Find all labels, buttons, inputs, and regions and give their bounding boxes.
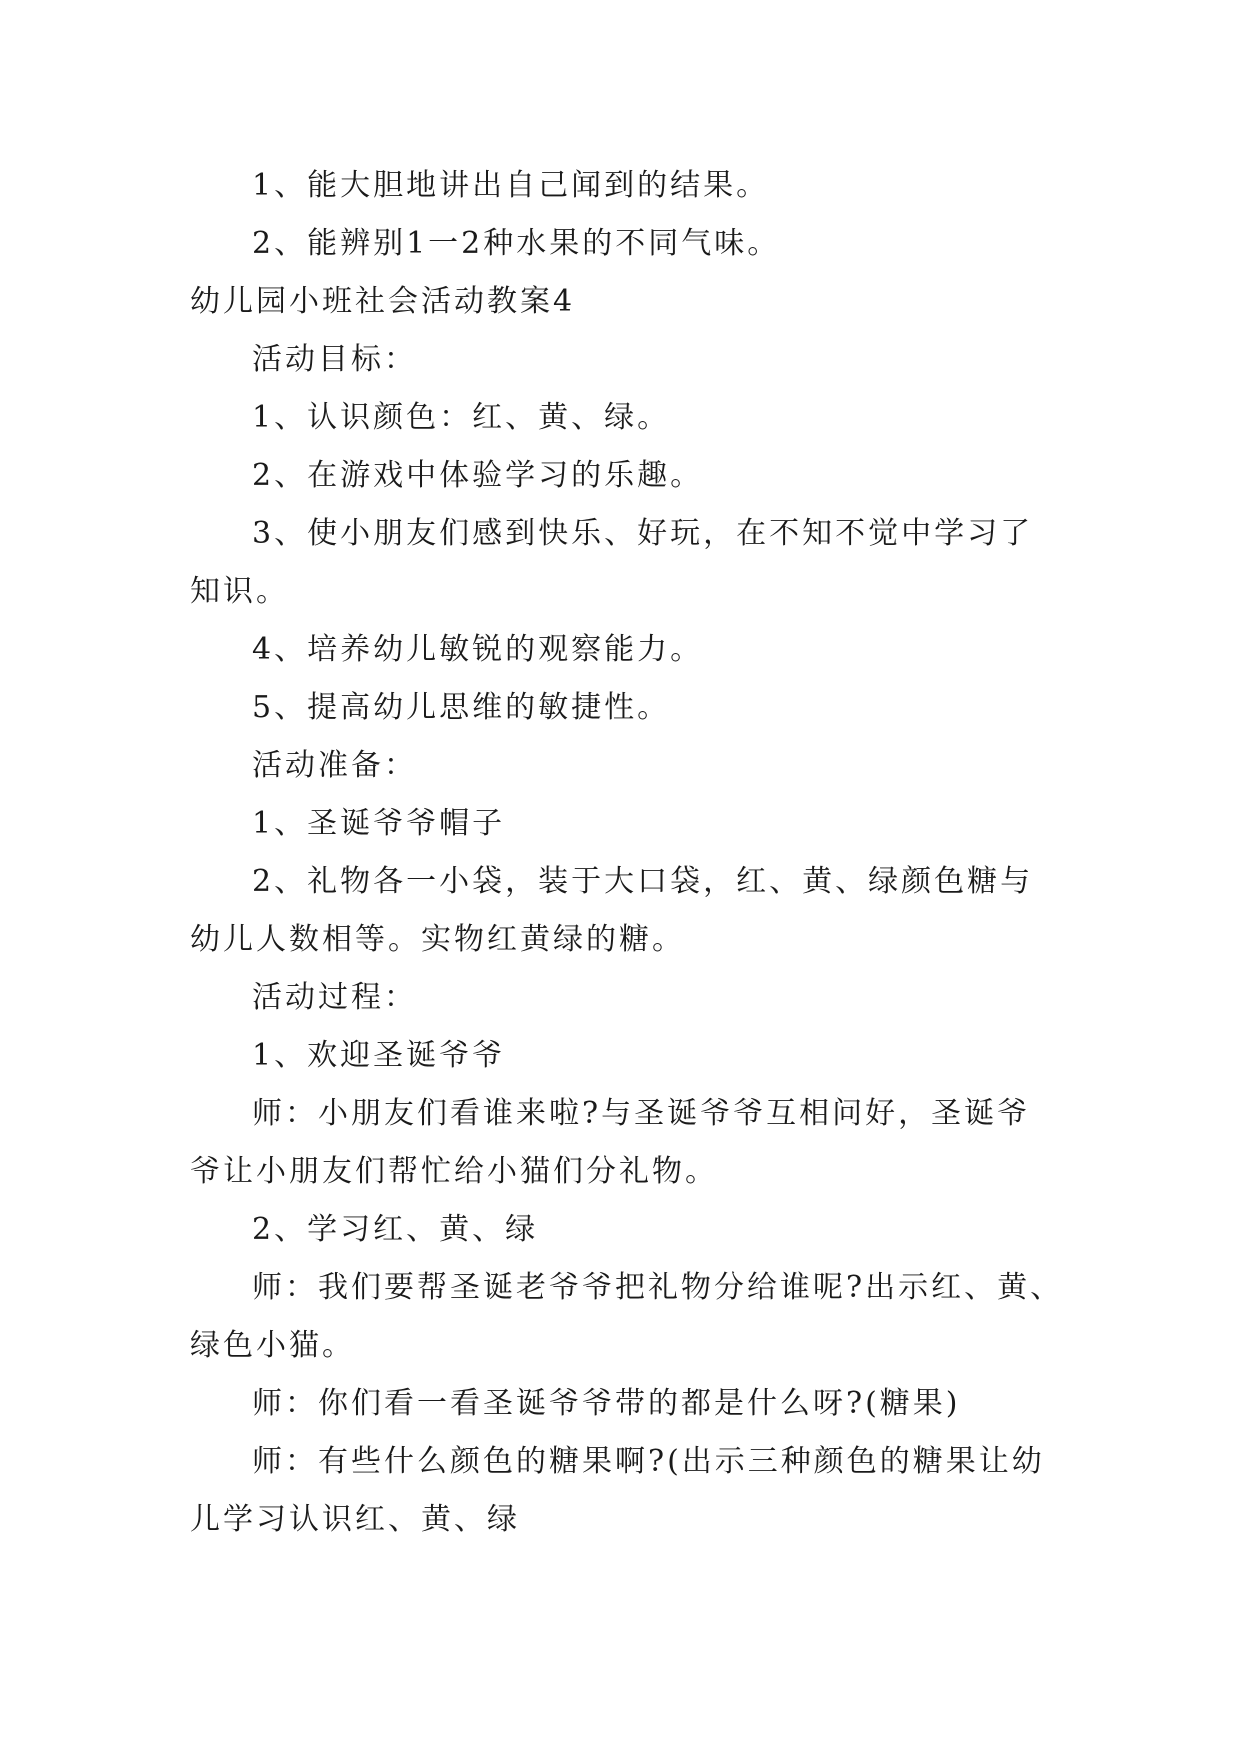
list-item-smell-result: 1、能大胆地讲出自己闻到的结果。: [252, 168, 770, 203]
list-item-goal-1: 1、认识颜色：红、黄、绿。: [252, 400, 671, 435]
list-item-prep-2-continued: 幼儿人数相等。实物红黄绿的糖。: [190, 922, 685, 957]
paragraph-teacher-2-continued: 绿色小猫。: [190, 1328, 355, 1363]
subheading-goals: 活动目标：: [252, 342, 417, 377]
list-item-goal-5: 5、提高幼儿思维的敏捷性。: [252, 690, 671, 725]
list-item-prep-1: 1、圣诞爷爷帽子: [252, 806, 506, 841]
subheading-preparation: 活动准备：: [252, 748, 417, 783]
list-item-prep-2: 2、礼物各一小袋，装于大口袋，红、黄、绿颜色糖与: [252, 864, 1034, 899]
list-item-goal-3: 3、使小朋友们感到快乐、好玩，在不知不觉中学习了: [252, 516, 1034, 551]
paragraph-teacher-1: 师：小朋友们看谁来啦?与圣诞爷爷互相问好，圣诞爷: [252, 1096, 1031, 1131]
list-item-goal-3-continued: 知识。: [190, 574, 289, 609]
list-item-goal-2: 2、在游戏中体验学习的乐趣。: [252, 458, 704, 493]
subheading-process: 活动过程：: [252, 980, 417, 1015]
paragraph-teacher-3: 师：你们看一看圣诞爷爷带的都是什么呀?(糖果): [252, 1386, 961, 1421]
list-item-goal-4: 4、培养幼儿敏锐的观察能力。: [252, 632, 704, 667]
paragraph-teacher-1-continued: 爷让小朋友们帮忙给小猫们分礼物。: [190, 1154, 718, 1189]
paragraph-teacher-4-continued: 儿学习认识红、黄、绿: [190, 1502, 520, 1537]
paragraph-teacher-2: 师：我们要帮圣诞老爷爷把礼物分给谁呢?出示红、黄、: [252, 1270, 1064, 1305]
list-item-process-2: 2、学习红、黄、绿: [252, 1212, 539, 1247]
section-heading-lesson-4: 幼儿园小班社会活动教案4: [190, 284, 576, 319]
list-item-fruit-smell: 2、能辨别1一2种水果的不同气味。: [252, 226, 781, 261]
list-item-process-1: 1、欢迎圣诞爷爷: [252, 1038, 506, 1073]
paragraph-teacher-4: 师：有些什么颜色的糖果啊?(出示三种颜色的糖果让幼: [252, 1444, 1045, 1479]
